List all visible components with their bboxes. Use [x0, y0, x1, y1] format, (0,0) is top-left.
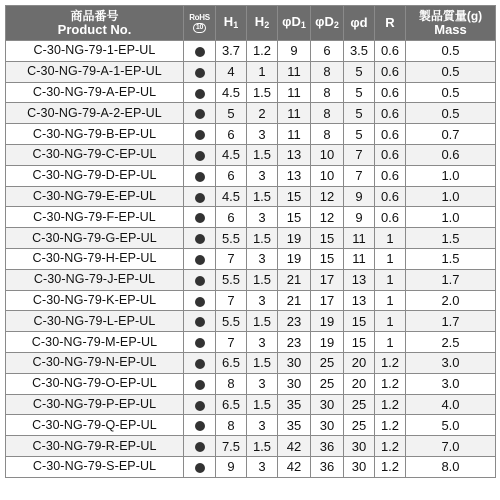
d1-cell: 11	[278, 103, 311, 124]
spec-table	[5, 5, 496, 478]
d1-header-label: φD	[282, 13, 301, 29]
mass-cell: 1.5	[406, 228, 496, 249]
d1-cell: 21	[278, 269, 311, 290]
h2-cell: 1.5	[247, 436, 278, 457]
r-cell: 0.6	[375, 41, 406, 62]
d2-cell: 25	[311, 373, 344, 394]
r-cell: 0.6	[375, 103, 406, 124]
d-cell: 13	[344, 269, 375, 290]
h1-cell: 5.5	[216, 228, 247, 249]
d1-cell: 30	[278, 352, 311, 373]
d1-cell: 19	[278, 228, 311, 249]
h1-cell: 6	[216, 124, 247, 145]
d2-cell: 10	[311, 144, 344, 165]
rohs-compliant-icon	[195, 109, 205, 119]
d1-cell: 11	[278, 124, 311, 145]
mass-cell: 1.7	[406, 269, 496, 290]
product-no-cell: C-30-NG-79-G-EP-UL	[6, 228, 184, 249]
product-no-cell: C-30-NG-79-R-EP-UL	[6, 436, 184, 457]
mass-cell: 3.0	[406, 352, 496, 373]
mass-cell: 0.5	[406, 61, 496, 82]
mass-header	[406, 6, 496, 41]
d2-cell: 30	[311, 415, 344, 436]
r-header	[375, 6, 406, 41]
product-no-cell: C-30-NG-79-E-EP-UL	[6, 186, 184, 207]
d-header-label: φd	[350, 15, 368, 30]
d1-cell: 23	[278, 311, 311, 332]
h1-header	[216, 6, 247, 41]
rohs-compliant-icon	[195, 359, 205, 369]
h2-cell: 2	[247, 103, 278, 124]
d2-header	[311, 6, 344, 41]
r-cell: 1	[375, 290, 406, 311]
d2-cell: 17	[311, 269, 344, 290]
rohs-compliant-icon	[195, 255, 205, 265]
table-row	[6, 456, 496, 477]
table-row	[6, 311, 496, 332]
r-cell: 1	[375, 269, 406, 290]
product-no-cell: C-30-NG-79-B-EP-UL	[6, 124, 184, 145]
mass-cell: 1.0	[406, 186, 496, 207]
table-body	[6, 41, 496, 478]
r-cell: 1	[375, 248, 406, 269]
product-no-cell: C-30-NG-79-S-EP-UL	[6, 456, 184, 477]
h2-cell: 3	[247, 124, 278, 145]
h1-cell: 6	[216, 207, 247, 228]
rohs-cell	[184, 82, 216, 103]
r-cell: 0.6	[375, 61, 406, 82]
rohs-cell	[184, 332, 216, 353]
mass-cell: 0.5	[406, 82, 496, 103]
h1-cell: 6.5	[216, 352, 247, 373]
h2-cell: 3	[247, 332, 278, 353]
h2-cell: 1.5	[247, 82, 278, 103]
h2-cell: 1.2	[247, 41, 278, 62]
rohs-compliant-icon	[195, 421, 205, 431]
d-cell: 9	[344, 207, 375, 228]
d1-cell: 21	[278, 290, 311, 311]
mass-cell: 4.0	[406, 394, 496, 415]
rohs-compliant-icon	[195, 68, 205, 78]
h1-cell: 8	[216, 373, 247, 394]
rohs-cell	[184, 436, 216, 457]
table-row	[6, 352, 496, 373]
rohs-compliant-icon	[195, 317, 205, 327]
d2-cell: 8	[311, 103, 344, 124]
rohs-cell	[184, 144, 216, 165]
r-cell: 0.6	[375, 144, 406, 165]
mass-cell: 0.7	[406, 124, 496, 145]
h2-cell: 1.5	[247, 269, 278, 290]
table-row	[6, 61, 496, 82]
d-cell: 5	[344, 61, 375, 82]
product-no-cell: C-30-NG-79-L-EP-UL	[6, 311, 184, 332]
h1-cell: 4	[216, 61, 247, 82]
mass-cell: 0.6	[406, 144, 496, 165]
d2-cell: 30	[311, 394, 344, 415]
product-no-cell: C-30-NG-79-1-EP-UL	[6, 41, 184, 62]
r-cell: 1.2	[375, 352, 406, 373]
h1-cell: 4.5	[216, 82, 247, 103]
r-header-label: R	[385, 15, 395, 30]
d-cell: 9	[344, 186, 375, 207]
product-no-cell: C-30-NG-79-C-EP-UL	[6, 144, 184, 165]
h2-cell: 3	[247, 373, 278, 394]
rohs-cell	[184, 394, 216, 415]
product-no-cell: C-30-NG-79-P-EP-UL	[6, 394, 184, 415]
d1-cell: 35	[278, 415, 311, 436]
d1-cell: 11	[278, 61, 311, 82]
h1-cell: 7	[216, 290, 247, 311]
r-cell: 0.6	[375, 124, 406, 145]
h2-cell: 3	[247, 248, 278, 269]
h1-cell: 6.5	[216, 394, 247, 415]
h1-cell: 5.5	[216, 311, 247, 332]
h2-cell: 1.5	[247, 144, 278, 165]
rohs-cell	[184, 373, 216, 394]
r-cell: 1.2	[375, 373, 406, 394]
h2-cell: 3	[247, 165, 278, 186]
h2-cell: 1.5	[247, 311, 278, 332]
rohs-cell	[184, 415, 216, 436]
rohs-cell	[184, 228, 216, 249]
h2-cell: 1.5	[247, 228, 278, 249]
table-row	[6, 82, 496, 103]
mass-cell: 3.0	[406, 373, 496, 394]
table-row	[6, 186, 496, 207]
mass-cell: 5.0	[406, 415, 496, 436]
table-row	[6, 332, 496, 353]
d1-cell: 42	[278, 456, 311, 477]
r-cell: 0.6	[375, 207, 406, 228]
h1-cell: 7	[216, 248, 247, 269]
rohs-cell	[184, 456, 216, 477]
table-row	[6, 436, 496, 457]
product-no-cell: C-30-NG-79-K-EP-UL	[6, 290, 184, 311]
product-no-cell: C-30-NG-79-A-1-EP-UL	[6, 61, 184, 82]
d-cell: 7	[344, 144, 375, 165]
table-row	[6, 290, 496, 311]
table-row	[6, 165, 496, 186]
h1-cell: 6	[216, 165, 247, 186]
h2-cell: 3	[247, 415, 278, 436]
r-cell: 1	[375, 228, 406, 249]
rohs-header-label: RoHS	[189, 13, 210, 22]
d2-cell: 8	[311, 124, 344, 145]
product-no-header	[6, 6, 184, 41]
h1-cell: 8	[216, 415, 247, 436]
r-cell: 1.2	[375, 436, 406, 457]
r-cell: 1.2	[375, 456, 406, 477]
d-cell: 5	[344, 103, 375, 124]
rohs-compliant-icon	[195, 130, 205, 140]
d1-header	[278, 6, 311, 41]
d-header	[344, 6, 375, 41]
d-cell: 15	[344, 332, 375, 353]
table-row	[6, 103, 496, 124]
d2-cell: 36	[311, 456, 344, 477]
product-no-cell: C-30-NG-79-N-EP-UL	[6, 352, 184, 373]
rohs-compliant-icon	[195, 442, 205, 452]
rohs-compliant-icon	[195, 89, 205, 99]
table-row	[6, 394, 496, 415]
h2-header	[247, 6, 278, 41]
h2-cell: 3	[247, 290, 278, 311]
d2-cell: 19	[311, 311, 344, 332]
h2-cell: 1.5	[247, 186, 278, 207]
rohs-cell	[184, 41, 216, 62]
d1-header-sub: 1	[300, 19, 306, 30]
d2-cell: 6	[311, 41, 344, 62]
d2-cell: 19	[311, 332, 344, 353]
header-row	[6, 6, 496, 41]
d1-cell: 30	[278, 373, 311, 394]
rohs-10-icon: 10	[193, 23, 206, 33]
d1-cell: 13	[278, 144, 311, 165]
rohs-cell	[184, 124, 216, 145]
d2-header-label: φD	[315, 13, 334, 29]
r-cell: 1	[375, 311, 406, 332]
h2-cell: 1.5	[247, 352, 278, 373]
rohs-compliant-icon	[195, 234, 205, 244]
d2-cell: 17	[311, 290, 344, 311]
d1-cell: 15	[278, 186, 311, 207]
d-cell: 20	[344, 352, 375, 373]
h1-cell: 5.5	[216, 269, 247, 290]
d-cell: 25	[344, 394, 375, 415]
table-row	[6, 124, 496, 145]
d-cell: 11	[344, 248, 375, 269]
mass-cell: 0.5	[406, 103, 496, 124]
rohs-cell	[184, 165, 216, 186]
d2-header-sub: 2	[333, 19, 339, 30]
h1-cell: 4.5	[216, 144, 247, 165]
r-cell: 0.6	[375, 165, 406, 186]
rohs-cell	[184, 290, 216, 311]
h1-cell: 4.5	[216, 186, 247, 207]
h1-cell: 5	[216, 103, 247, 124]
h2-cell: 1	[247, 61, 278, 82]
product-no-header-en: Product No.	[57, 22, 132, 37]
product-no-cell: C-30-NG-79-H-EP-UL	[6, 248, 184, 269]
d2-cell: 12	[311, 207, 344, 228]
rohs-compliant-icon	[195, 401, 205, 411]
rohs-compliant-icon	[195, 47, 205, 57]
rohs-cell	[184, 186, 216, 207]
product-no-cell: C-30-NG-79-D-EP-UL	[6, 165, 184, 186]
d-cell: 5	[344, 82, 375, 103]
mass-cell: 1.0	[406, 207, 496, 228]
product-no-cell: C-30-NG-79-A-2-EP-UL	[6, 103, 184, 124]
d2-cell: 10	[311, 165, 344, 186]
h2-cell: 3	[247, 207, 278, 228]
mass-header-jp: 製品質量(g)	[418, 9, 483, 23]
product-no-cell: C-30-NG-79-Q-EP-UL	[6, 415, 184, 436]
rohs-cell	[184, 61, 216, 82]
d1-cell: 35	[278, 394, 311, 415]
table-row	[6, 269, 496, 290]
r-cell: 0.6	[375, 82, 406, 103]
table-row	[6, 228, 496, 249]
h2-header-label: H	[254, 13, 265, 29]
rohs-cell	[184, 269, 216, 290]
product-no-header-jp: 商品番号	[70, 9, 119, 23]
d-cell: 11	[344, 228, 375, 249]
mass-cell: 2.5	[406, 332, 496, 353]
d-cell: 30	[344, 456, 375, 477]
product-no-cell: C-30-NG-79-F-EP-UL	[6, 207, 184, 228]
d1-cell: 9	[278, 41, 311, 62]
h1-cell: 7	[216, 332, 247, 353]
d-cell: 30	[344, 436, 375, 457]
rohs-cell	[184, 311, 216, 332]
table-row	[6, 207, 496, 228]
mass-header-en: Mass	[434, 22, 467, 37]
product-no-cell: C-30-NG-79-A-EP-UL	[6, 82, 184, 103]
d1-cell: 15	[278, 207, 311, 228]
d2-cell: 15	[311, 228, 344, 249]
h1-header-sub: 1	[233, 19, 239, 30]
table-row	[6, 248, 496, 269]
table-row	[6, 415, 496, 436]
product-no-cell: C-30-NG-79-M-EP-UL	[6, 332, 184, 353]
rohs-compliant-icon	[195, 380, 205, 390]
h2-cell: 1.5	[247, 394, 278, 415]
rohs-cell	[184, 103, 216, 124]
product-no-cell: C-30-NG-79-O-EP-UL	[6, 373, 184, 394]
mass-cell: 8.0	[406, 456, 496, 477]
rohs-compliant-icon	[195, 193, 205, 203]
r-cell: 1.2	[375, 394, 406, 415]
mass-cell: 7.0	[406, 436, 496, 457]
h1-cell: 3.7	[216, 41, 247, 62]
rohs-compliant-icon	[195, 151, 205, 161]
d2-cell: 15	[311, 248, 344, 269]
d-cell: 5	[344, 124, 375, 145]
table-row	[6, 41, 496, 62]
mass-cell: 1.0	[406, 165, 496, 186]
d1-cell: 13	[278, 165, 311, 186]
d1-cell: 42	[278, 436, 311, 457]
rohs-cell	[184, 207, 216, 228]
mass-cell: 1.7	[406, 311, 496, 332]
table-row	[6, 144, 496, 165]
rohs-header	[184, 6, 216, 41]
h1-cell: 9	[216, 456, 247, 477]
d-cell: 25	[344, 415, 375, 436]
rohs-compliant-icon	[195, 172, 205, 182]
r-cell: 1.2	[375, 415, 406, 436]
mass-cell: 0.5	[406, 41, 496, 62]
d2-cell: 8	[311, 82, 344, 103]
d2-cell: 12	[311, 186, 344, 207]
d-cell: 13	[344, 290, 375, 311]
rohs-compliant-icon	[195, 338, 205, 348]
mass-cell: 2.0	[406, 290, 496, 311]
mass-cell: 1.5	[406, 248, 496, 269]
product-no-cell: C-30-NG-79-J-EP-UL	[6, 269, 184, 290]
d-cell: 3.5	[344, 41, 375, 62]
rohs-compliant-icon	[195, 297, 205, 307]
d2-cell: 25	[311, 352, 344, 373]
d-cell: 15	[344, 311, 375, 332]
h2-header-sub: 2	[264, 19, 270, 30]
r-cell: 0.6	[375, 186, 406, 207]
rohs-compliant-icon	[195, 276, 205, 286]
rohs-cell	[184, 248, 216, 269]
rohs-cell	[184, 352, 216, 373]
h1-cell: 7.5	[216, 436, 247, 457]
table-row	[6, 373, 496, 394]
d2-cell: 36	[311, 436, 344, 457]
d1-cell: 19	[278, 248, 311, 269]
rohs-compliant-icon	[195, 213, 205, 223]
h1-header-label: H	[223, 13, 234, 29]
rohs-compliant-icon	[195, 463, 205, 473]
d1-cell: 23	[278, 332, 311, 353]
r-cell: 1	[375, 332, 406, 353]
d-cell: 20	[344, 373, 375, 394]
h2-cell: 3	[247, 456, 278, 477]
d-cell: 7	[344, 165, 375, 186]
d1-cell: 11	[278, 82, 311, 103]
d2-cell: 8	[311, 61, 344, 82]
